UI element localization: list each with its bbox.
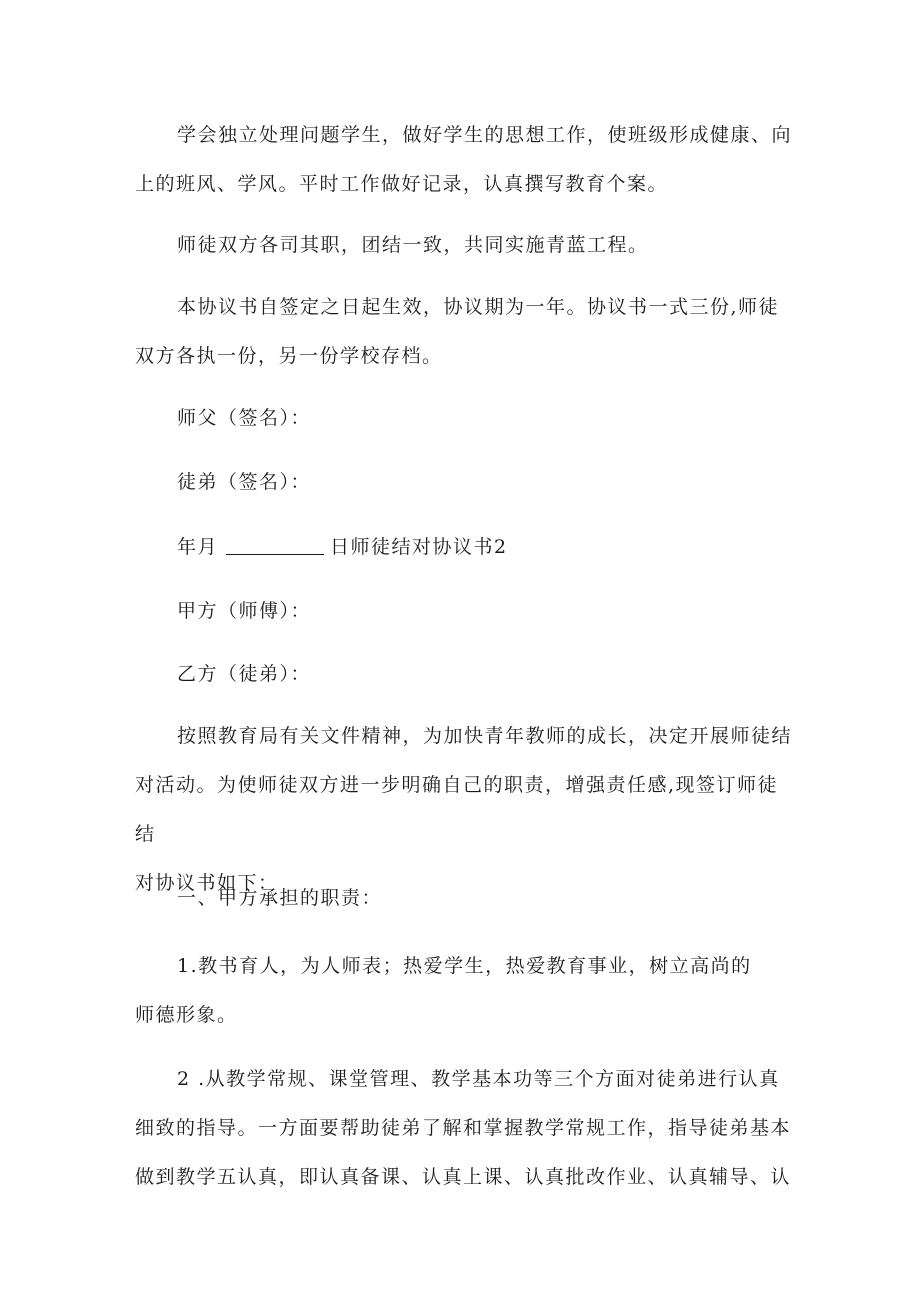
party-b-line: 乙方（徒弟）： <box>177 663 312 685</box>
duty-item-2 <box>135 1055 795 1202</box>
text-line: 学会独立处理问题学生，做好学生的思想工作，使班级形成健康、向 <box>177 124 793 146</box>
text-line: 师德形象。 <box>135 1004 238 1026</box>
text-line: 师徒双方各司其职，团结一致，共同实施青蓝工程。 <box>177 234 649 256</box>
master-signature-line: 师父（签名）： <box>177 407 312 429</box>
date-prefix: 年月 <box>177 536 219 558</box>
text-line: 1.教书育人，为人师表；热爱学生，热爱教育事业，树立高尚的 <box>177 955 752 977</box>
paragraph-class-management <box>135 111 795 209</box>
section-heading-party-a-duties: 一、甲方承担的职责： <box>177 887 383 909</box>
apprentice-signature-line: 徒弟（签名）： <box>177 471 312 493</box>
text-line: 对协议书如下： <box>135 872 279 894</box>
party-a-line: 甲方（师傅）： <box>177 600 312 622</box>
text-line: 本协议书自签定之日起生效，协议期为一年。协议书一式三份,师徒 <box>177 296 780 318</box>
text-line: 做到教学五认真，即认真备课、认真上课、认真批改作业、认真辅导、认 <box>135 1166 792 1188</box>
text-line: 上的班风、学风。平时工作做好记录，认真撰写教育个案。 <box>135 173 669 195</box>
date-and-title-line <box>177 532 508 562</box>
date-suffix-title: 日师徒结对协议书2 <box>330 536 508 558</box>
text-line: 对活动。为使师徒双方进一步明确自己的职责，增强责任感,现签订师徒结 <box>135 774 779 845</box>
text-line: 细致的指导。一方面要帮助徒弟了解和掌握教学常规工作，指导徒弟基本 <box>135 1117 792 1139</box>
date-blank-underline <box>226 536 324 555</box>
paragraph-validity <box>135 283 795 381</box>
duty-item-1 <box>135 942 795 1040</box>
paragraph-cooperation <box>135 221 795 270</box>
paragraph-purpose <box>135 712 795 908</box>
text-line: 双方各执一份，另一份学校存档。 <box>135 345 443 367</box>
text-line: 2 .从教学常规、课堂管理、教学基本功等三个方面对徒弟进行认真 <box>177 1068 780 1090</box>
text-line: 按照教育局有关文件精神，为加快青年教师的成长，决定开展师徒结 <box>177 725 793 747</box>
